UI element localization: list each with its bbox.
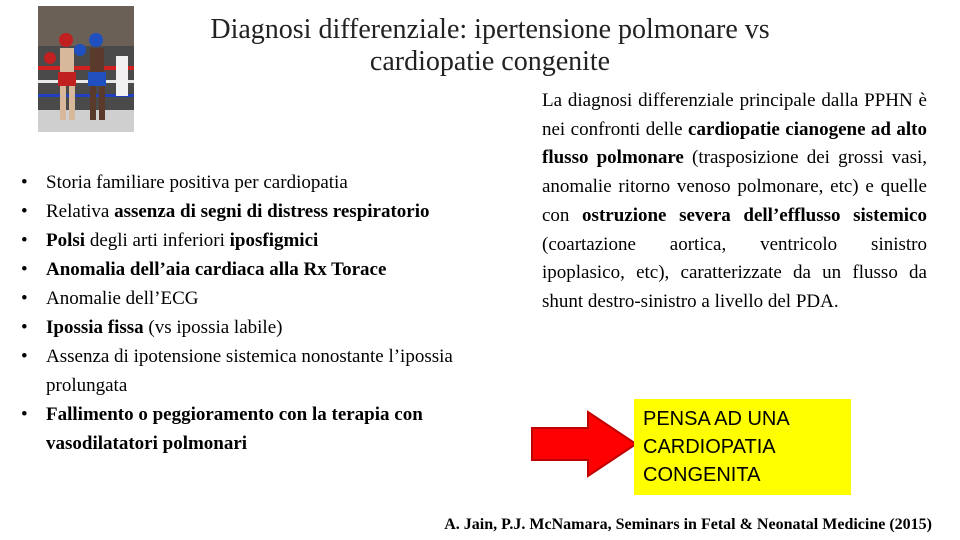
bullet-item: • Assenza di ipotensione sistemica nonostante l’ipossia prolungata: [18, 342, 538, 400]
boxing-photo: [38, 6, 134, 132]
bullet-item: • Fallimento o peggioramento con la terapia con vasodilatatori polmonari: [18, 400, 538, 458]
title-line-1: Diagnosi differenziale: ipertensione polmonare vs: [210, 14, 770, 45]
right-arrow-icon: [530, 410, 640, 478]
bullet-list: [18, 168, 538, 458]
bullet-item: • Anomalie dell’ECG: [18, 284, 538, 313]
bullet-item: • Polsi degli arti inferiori iposfigmici: [18, 226, 538, 255]
bullet-item: • Storia familiare positiva per cardiopatia: [18, 168, 538, 197]
citation: A. Jain, P.J. McNamara, Seminars in Fetal & Neonatal Medicine (2015): [444, 516, 932, 533]
highlight-line-3: CONGENITA: [643, 464, 761, 486]
slide-title: [140, 14, 840, 78]
differential-paragraph: La diagnosi differenziale principale dalla PPHN è nei confronti delle cardiopatie cianogene ad alto flusso polmonare (trasposizione dei grossi vasi, anomalie ritorno venoso polmonare, etc) e quelle con ostruzione severa dell’efflusso sistemico (coartazione aortica, ventricolo sinistro ipoplasico, etc), caratterizzate da un flusso da shunt destro-sinistro a livello del PDA.: [542, 90, 928, 312]
bullet-item: • Ipossia fissa (vs ipossia labile): [18, 313, 538, 342]
title-line-2: cardiopatie congenite: [369, 46, 611, 77]
highlight-line-1: PENSA AD UNA: [643, 408, 790, 430]
highlight-line-2: CARDIOPATIA: [643, 436, 776, 458]
bullet-item: • Relativa assenza di segni di distress respiratorio: [18, 197, 538, 226]
bullet-item: • Anomalia dell’aia cardiaca alla Rx Torace: [18, 255, 538, 284]
highlight-box: [634, 399, 851, 495]
